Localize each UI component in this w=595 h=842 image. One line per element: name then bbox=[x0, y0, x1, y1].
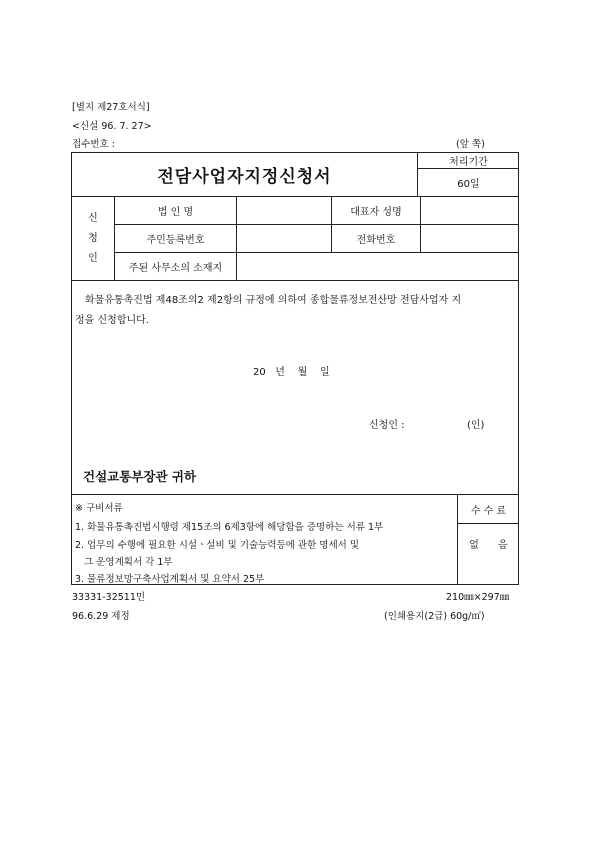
document-item: 1. 화물유통촉진법시행령 제15조의 6제3항에 해당함을 증명하는 서류 1부 bbox=[75, 522, 384, 533]
date-line: 20 년 월 일 bbox=[253, 367, 330, 378]
enacted-date: 96.6.29 제정 bbox=[72, 611, 130, 622]
document-item: 2. 업무의 수행에 필요한 시설ㆍ설비 및 기술능력등에 관한 명세서 및 bbox=[75, 540, 360, 551]
processing-period-value: 60일 bbox=[457, 179, 480, 190]
form-title: 전담사업자지정신청서 bbox=[157, 167, 332, 187]
resident-number-field[interactable] bbox=[237, 225, 331, 252]
receipt-number-label: 접수번호 : bbox=[72, 139, 115, 150]
form-code: 33331-32511민 bbox=[72, 592, 146, 603]
page-side-label: (앞 쪽) bbox=[456, 139, 485, 150]
office-address-label: 주된 사무소의 소재지 bbox=[128, 263, 223, 274]
seal-mark: (인) bbox=[467, 420, 485, 431]
statement-line-1: 화물유통촉진법 제48조의2 제2항의 규정에 의하여 종합물류정보전산망 전담사업자 지 bbox=[85, 295, 462, 306]
applicant-label-char: 신 bbox=[88, 212, 98, 224]
statement-line-2: 정을 신청합니다. bbox=[75, 315, 149, 326]
processing-period-label: 처리기간 bbox=[449, 157, 488, 168]
paper-spec: (인쇄용지(2급) 60g/㎡) bbox=[384, 611, 485, 622]
phone-label: 전화번호 bbox=[356, 235, 396, 246]
office-address-field[interactable] bbox=[237, 253, 519, 280]
applicant-signature-label: 신청인 : bbox=[369, 420, 405, 431]
resident-number-label: 주민등록번호 bbox=[146, 235, 205, 246]
recipient: 건설교통부장관 귀하 bbox=[83, 469, 197, 484]
representative-label: 대표자 성명 bbox=[350, 207, 402, 218]
established-note: <신설 96. 7. 27> bbox=[72, 121, 152, 132]
corp-name-label: 법 인 명 bbox=[157, 207, 194, 218]
representative-field[interactable] bbox=[421, 197, 519, 224]
application-form bbox=[71, 152, 519, 585]
paper-size: 210㎜×297㎜ bbox=[446, 592, 510, 603]
documents-heading: ※ 구비서류 bbox=[75, 503, 123, 514]
applicant-label-char: 인 bbox=[88, 252, 98, 264]
phone-field[interactable] bbox=[421, 225, 519, 252]
corp-name-field[interactable] bbox=[237, 197, 331, 224]
form-number: [별지 제27호서식] bbox=[72, 102, 150, 113]
fee-label: 수 수 료 bbox=[470, 505, 507, 517]
document-item: 그 운영계획서 각 1부 bbox=[75, 557, 173, 568]
fee-value: 없 음 bbox=[469, 539, 508, 551]
document-item: 3. 물류정보망구축사업계획서 및 요약서 25부 bbox=[75, 574, 265, 585]
applicant-label-char: 청 bbox=[88, 232, 98, 244]
applicant-section-label bbox=[72, 197, 114, 280]
